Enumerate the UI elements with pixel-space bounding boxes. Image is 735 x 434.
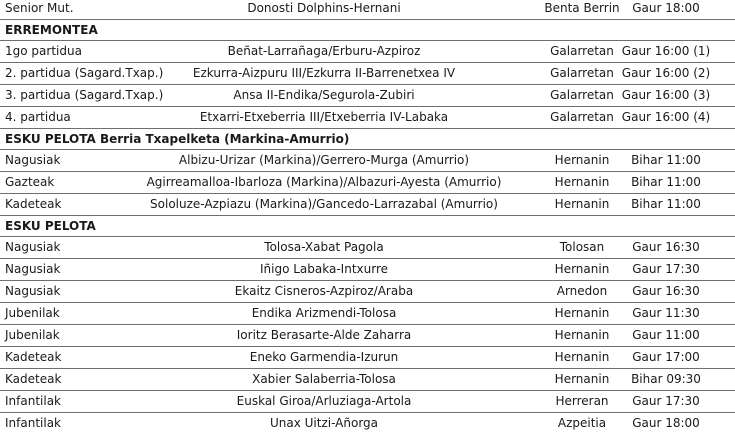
category-cell: Infantilak bbox=[5, 416, 62, 430]
match-cell: Ekaitz Cisneros-Azpiroz/Araba bbox=[234, 284, 414, 298]
time-cell: Gaur 16:00 (1) bbox=[621, 44, 711, 58]
time-cell: Gaur 16:30 bbox=[632, 284, 700, 298]
category-cell: Nagusiak bbox=[5, 240, 61, 254]
section-heading bbox=[0, 128, 735, 149]
table-row bbox=[0, 62, 735, 84]
table-row bbox=[0, 302, 735, 324]
match-cell: Euskal Giroa/Arluziaga-Artola bbox=[236, 394, 412, 408]
time-cell: Gaur 16:00 (2) bbox=[621, 66, 711, 80]
category-cell: Kadeteak bbox=[5, 197, 62, 211]
time-cell: Gaur 11:30 bbox=[632, 306, 700, 320]
category-cell: Nagusiak bbox=[5, 153, 61, 167]
table-row bbox=[0, 258, 735, 280]
category-cell: Gazteak bbox=[5, 175, 55, 189]
match-cell: Sololuze-Azpiazu (Markina)/Gancedo-Larrazabal (Amurrio) bbox=[150, 197, 498, 211]
time-cell: Gaur 17:00 bbox=[632, 350, 700, 364]
venue-cell: Azpeitia bbox=[557, 416, 607, 430]
match-cell: Tolosa-Xabat Pagola bbox=[264, 240, 384, 254]
match-cell: Xabier Salaberria-Tolosa bbox=[252, 372, 396, 386]
category-cell: 3. partidua (Sagard.Txap.) bbox=[5, 88, 164, 102]
venue-cell: Arnedon bbox=[556, 284, 608, 298]
table-row bbox=[0, 84, 735, 106]
venue-cell: Hernanin bbox=[554, 197, 610, 211]
table-row bbox=[0, 346, 735, 368]
category-cell: 2. partidua (Sagard.Txap.) bbox=[5, 66, 164, 80]
section-title: ERREMONTEA bbox=[5, 23, 98, 37]
venue-cell: Hernanin bbox=[554, 175, 610, 189]
match-cell: Agirreamalloa-Ibarloza (Markina)/Albazuri-Ayesta (Amurrio) bbox=[146, 175, 502, 189]
section-heading bbox=[0, 215, 735, 236]
match-cell: Unax Uitzi-Añorga bbox=[269, 416, 379, 430]
venue-cell: Hernanin bbox=[554, 262, 610, 276]
time-cell: Bihar 11:00 bbox=[631, 153, 701, 167]
match-cell: Ioritz Berasarte-Alde Zaharra bbox=[236, 328, 412, 342]
venue-cell: Hernanin bbox=[554, 350, 610, 364]
table-row bbox=[0, 40, 735, 62]
time-cell: Gaur 17:30 bbox=[632, 262, 700, 276]
venue-cell: Galarretan bbox=[550, 44, 614, 58]
category-cell: 1go partidua bbox=[5, 44, 82, 58]
section-heading bbox=[0, 19, 735, 40]
section-title: ESKU PELOTA bbox=[5, 219, 96, 233]
match-cell: Albizu-Urizar (Markina)/Gerrero-Murga (Amurrio) bbox=[178, 153, 470, 167]
category-cell: Infantilak bbox=[5, 394, 62, 408]
table-row bbox=[0, 106, 735, 128]
time-cell: Gaur 18:00 bbox=[632, 416, 700, 430]
table-row bbox=[0, 236, 735, 258]
table-row bbox=[0, 368, 735, 390]
match-cell: Donosti Dolphins-Hernani bbox=[247, 1, 401, 15]
table-row bbox=[0, 280, 735, 302]
match-cell: Etxarri-Etxeberria III/Etxeberria IV-Labaka bbox=[199, 110, 449, 124]
venue-cell: Hernanin bbox=[554, 306, 610, 320]
venue-cell: Hernanin bbox=[554, 328, 610, 342]
time-cell: Bihar 09:30 bbox=[631, 372, 701, 386]
venue-cell: Herreran bbox=[555, 394, 609, 408]
venue-cell: Benta Berrin bbox=[544, 1, 620, 15]
match-cell: Iñigo Labaka-Intxurre bbox=[259, 262, 388, 276]
category-cell: Jubenilak bbox=[5, 328, 60, 342]
match-cell: Eneko Garmendia-Izurun bbox=[249, 350, 399, 364]
category-cell: Jubenilak bbox=[5, 306, 60, 320]
category-cell: Nagusiak bbox=[5, 262, 61, 276]
table-row bbox=[0, 390, 735, 412]
match-cell: Ezkurra-Aizpuru III/Ezkurra II-Barrenetxea IV bbox=[192, 66, 456, 80]
time-cell: Gaur 18:00 bbox=[632, 1, 700, 15]
table-row bbox=[0, 171, 735, 193]
header-row bbox=[0, 0, 735, 19]
venue-cell: Galarretan bbox=[550, 88, 614, 102]
category-cell: 4. partidua bbox=[5, 110, 71, 124]
table-row bbox=[0, 412, 735, 434]
category-cell: Senior Mut. bbox=[5, 1, 74, 15]
table-row bbox=[0, 324, 735, 346]
category-cell: Nagusiak bbox=[5, 284, 61, 298]
time-cell: Bihar 11:00 bbox=[631, 175, 701, 189]
venue-cell: Hernanin bbox=[554, 153, 610, 167]
section-title: ESKU PELOTA Berria Txapelketa (Markina-Amurrio) bbox=[5, 132, 350, 146]
table-row bbox=[0, 149, 735, 171]
match-cell: Endika Arizmendi-Tolosa bbox=[251, 306, 397, 320]
category-cell: Kadeteak bbox=[5, 350, 62, 364]
time-cell: Gaur 16:00 (4) bbox=[621, 110, 711, 124]
time-cell: Gaur 16:00 (3) bbox=[621, 88, 711, 102]
match-cell: Ansa II-Endika/Segurola-Zubiri bbox=[233, 88, 415, 102]
time-cell: Gaur 17:30 bbox=[632, 394, 700, 408]
time-cell: Gaur 16:30 bbox=[632, 240, 700, 254]
venue-cell: Galarretan bbox=[550, 66, 614, 80]
time-cell: Gaur 11:00 bbox=[632, 328, 700, 342]
venue-cell: Hernanin bbox=[554, 372, 610, 386]
category-cell: Kadeteak bbox=[5, 372, 62, 386]
time-cell: Bihar 11:00 bbox=[631, 197, 701, 211]
venue-cell: Galarretan bbox=[550, 110, 614, 124]
table-row bbox=[0, 193, 735, 215]
match-cell: Beñat-Larrañaga/Erburu-Azpiroz bbox=[227, 44, 421, 58]
venue-cell: Tolosan bbox=[559, 240, 605, 254]
